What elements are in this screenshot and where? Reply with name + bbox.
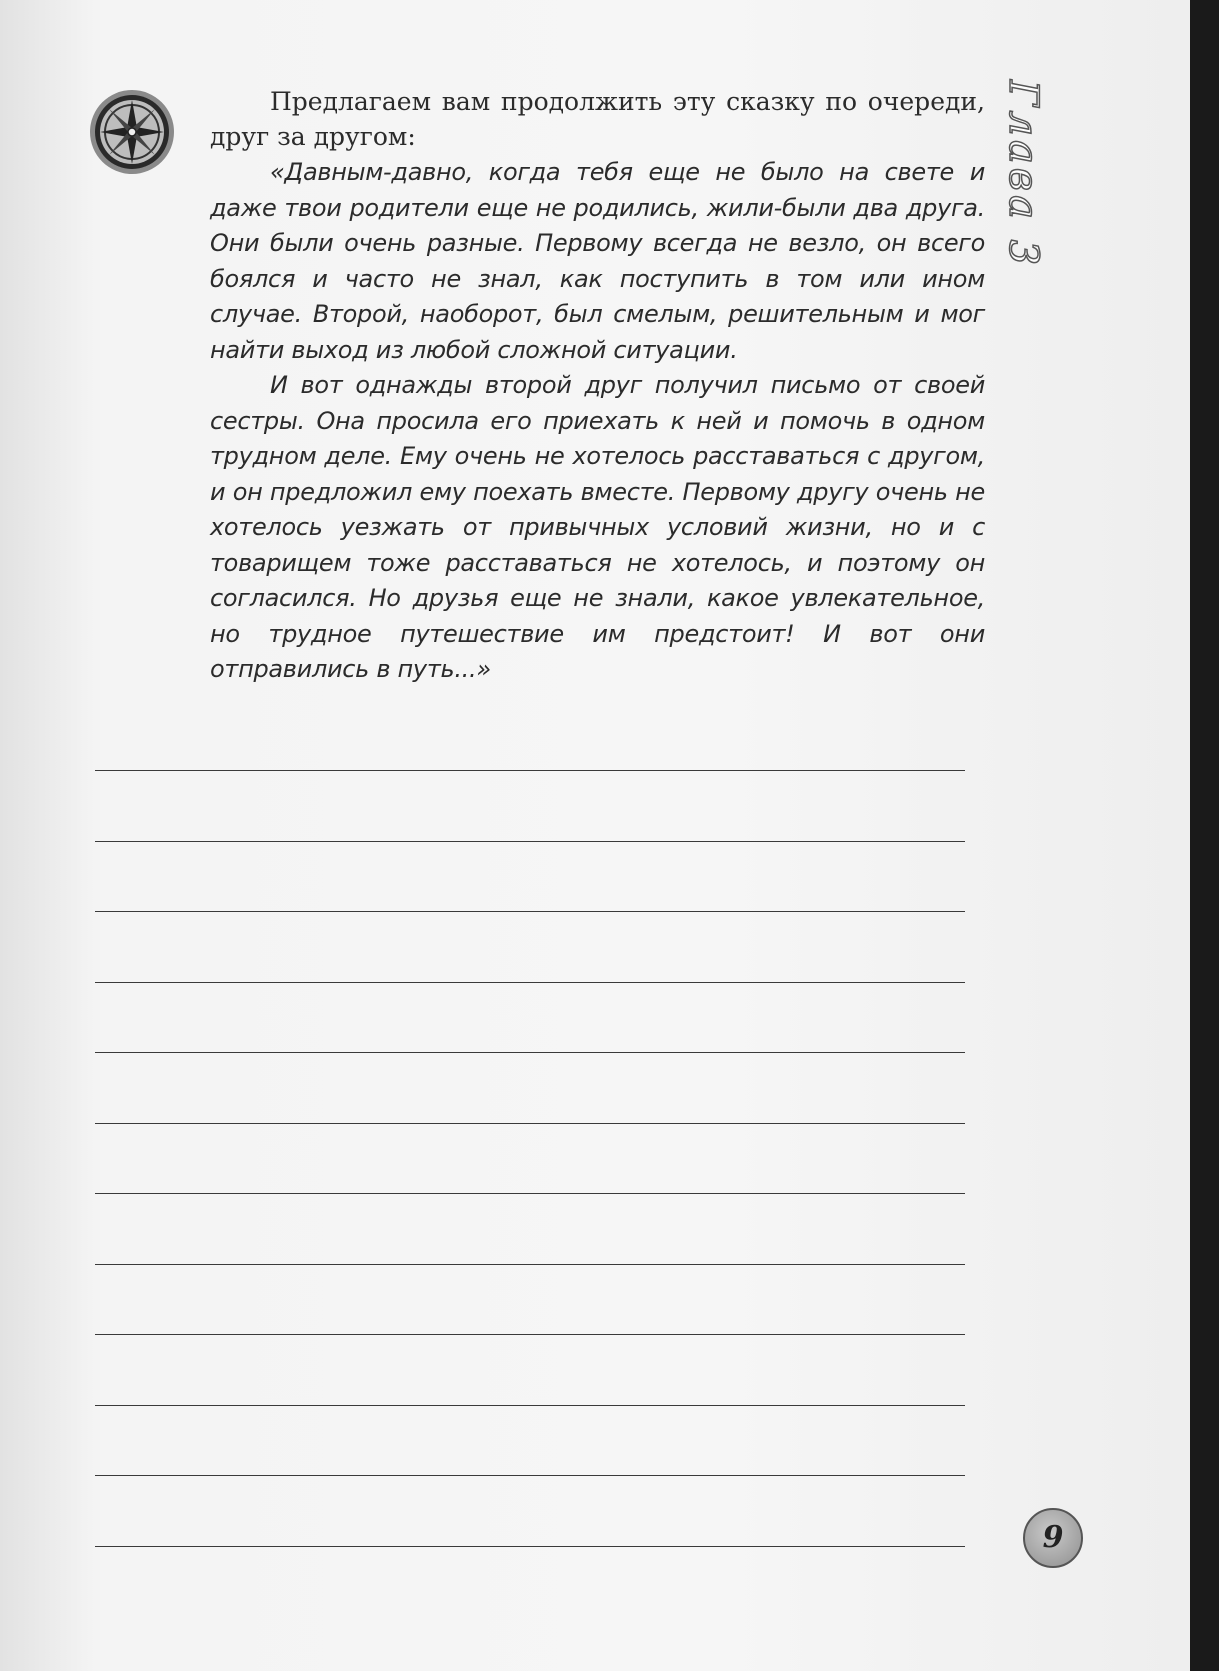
writing-line [95, 841, 965, 842]
writing-line [95, 1052, 965, 1053]
page-number: 9 [1023, 1508, 1083, 1568]
writing-line [95, 911, 965, 912]
writing-line [95, 1546, 965, 1547]
writing-lines [95, 770, 965, 1616]
writing-line [95, 1264, 965, 1265]
writing-line [95, 1334, 965, 1335]
story-paragraph-2: И вот однажды второй друг получил письмо от своей сестры. Она просила его приехать к ней и помочь в одном трудном деле. Ему очень не хотелось расставаться с другом, и он предложил ему поехать вместе. Первому другу очень не хотелось уезжать от привычных условий жизни, но и с товарищем тоже расставаться не хотелось, и поэтому он согласился. Но друзья еще не знали, какое увлекательное, но трудное путешествие им предстоит! И вот они отправились в путь...» [210, 371, 985, 683]
book-spine-edge [1190, 0, 1219, 1671]
story-paragraph-1: «Давным-давно, когда тебя еще не было на свете и даже твои родители еще не родились, жили-были два друга. Они были очень разные. Первому всегда не везло, он всего боялся и часто не знал, как поступить в том или ином случае. Второй, наоборот, был смелым, решительным и мог найти выход из любой сложной ситуации. [210, 158, 985, 364]
writing-line [95, 1123, 965, 1124]
writing-line [95, 1475, 965, 1476]
writing-line [95, 982, 965, 983]
intro-text: Предлагаем вам продолжить эту сказку по очереди, друг за другом: [210, 87, 985, 151]
writing-line [95, 1405, 965, 1406]
story-text [210, 155, 985, 688]
compass-rose-icon [88, 88, 176, 176]
chapter-title: Глава 3 [1000, 80, 1046, 270]
writing-line [95, 770, 965, 771]
writing-line [95, 1193, 965, 1194]
